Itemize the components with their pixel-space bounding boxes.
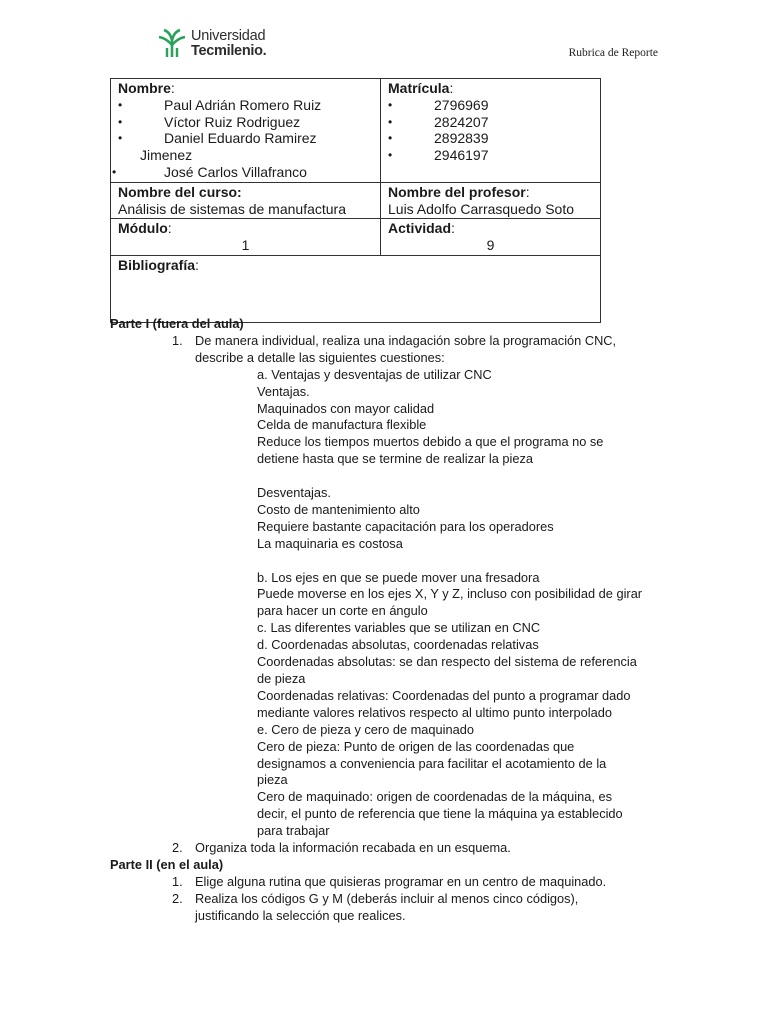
subitem-c-heading: c. Las diferentes variables que se utilizan en CNC	[257, 620, 541, 636]
subitem-d-heading: d. Coordenadas absolutas, coordenadas relativas	[257, 637, 539, 653]
item1-text: De manera individual, realiza una indagación sobre la programación CNC,	[195, 332, 617, 348]
paragraph-line: para hacer un corte en ángulo	[257, 603, 428, 619]
bibliografia-cell: Bibliografía:	[111, 255, 601, 322]
names-list	[118, 97, 373, 181]
actividad-cell: Actividad: 9	[381, 219, 601, 256]
paragraph-line: Coordenadas absolutas: se dan respecto del sistema de referencia	[257, 654, 637, 670]
item2-line	[110, 840, 670, 857]
profesor-label: Nombre del profesor	[388, 183, 526, 200]
paragraph-line: Maquinados con mayor calidad	[257, 400, 435, 416]
item-number: 1.	[172, 873, 183, 889]
paragraph-line: para trabajar	[257, 823, 330, 839]
modulo-label: Módulo	[118, 220, 168, 237]
paragraph-line: detiene hasta que se termine de realizar la pieza	[257, 451, 534, 467]
paragraph-line: pieza	[257, 772, 288, 788]
paragraph-line: Desventajas.	[257, 485, 331, 501]
matricula-item: • 2946197	[388, 147, 593, 164]
paragraph-line: Ventajas.	[257, 383, 310, 399]
leaf-logo-icon	[157, 28, 187, 58]
matricula-item: • 2824207	[388, 114, 593, 131]
names-cell: Nombre: • Paul Adrián Romero Ruiz • Víctor Ruiz Rodriguez • Daniel Eduardo Ramirez Jimenez • José Carlos Villafranco	[111, 79, 381, 183]
paragraph-line: de pieza	[257, 671, 306, 686]
curso-label: Nombre del curso:	[118, 183, 242, 200]
matricula-label: Matrícula	[388, 80, 450, 96]
profesor-value: Luis Adolfo Carrasquedo Soto	[388, 200, 575, 217]
student-info-table	[110, 78, 601, 323]
item2-text: Organiza toda la información recabada en un esquema.	[195, 840, 511, 856]
paragraph-line: Coordenadas relativas: Coordenadas del punto a programar dado	[257, 687, 631, 703]
modulo-cell: Módulo: 1	[111, 219, 381, 256]
paragraph-line: Cero de maquinado: origen de coordenadas de la máquina, es	[257, 789, 613, 805]
document-type-label: Rubrica de Reporte	[568, 47, 658, 59]
paragraph-line: Reduce los tiempos muertos debido a que el programa no se	[257, 434, 604, 450]
subitem-b-heading: b. Los ejes en que se puede mover una fresadora	[257, 569, 540, 585]
item-number: 2.	[172, 890, 183, 906]
item-number: 2.	[172, 840, 183, 856]
item1-line	[110, 333, 670, 350]
subitem-a-heading: a. Ventajas y desventajas de utilizar CNC	[257, 366, 492, 382]
paragraph-line: designamos a conveniencia para facilitar el acotamiento de la	[257, 755, 607, 771]
curso-value: Análisis de sistemas de manufactura	[118, 200, 346, 217]
course-row	[111, 182, 601, 219]
spacer	[110, 553, 670, 570]
actividad-value: 9	[486, 237, 495, 254]
parte2-heading: Parte II (en el aula)	[110, 856, 224, 872]
paragraph-line: Puede moverse en los ejes X, Y y Z, incluso con posibilidad de girar	[257, 586, 643, 602]
student-name: • José Carlos Villafranco	[118, 164, 373, 181]
names-row	[111, 79, 601, 183]
bibliografia-label: Bibliografía	[118, 256, 196, 273]
nombre-label: Nombre	[118, 80, 171, 96]
bibliography-row	[111, 255, 601, 322]
logo-line-tecmilenio: Tecmilenio.	[191, 43, 267, 59]
student-name-continuation	[118, 147, 373, 164]
logo-line-universidad: Universidad	[191, 28, 266, 44]
spacer	[110, 468, 670, 485]
paragraph-line: La maquinaria es costosa	[257, 535, 403, 551]
matricula-item: • 2892839	[388, 130, 593, 147]
profesor-cell: Nombre del profesor: Luis Adolfo Carrasquedo Soto	[381, 182, 601, 219]
p2-item1-text: Elige alguna rutina que quisieras programar en un centro de maquinado.	[195, 873, 607, 889]
modulo-value: 1	[241, 237, 250, 254]
paragraph-line: Celda de manufactura flexible	[257, 417, 427, 433]
document-body	[110, 316, 670, 925]
module-row	[111, 219, 601, 256]
p2-item2-text: Realiza los códigos G y M (deberás incluir al menos cinco códigos),	[195, 890, 579, 906]
parte1-heading: Parte I (fuera del aula)	[110, 316, 244, 331]
paragraph-line: decir, el punto de referencia que tiene la máquina ya establecido	[257, 806, 623, 822]
item-number: 1.	[172, 332, 183, 348]
paragraph-line: mediante valores relativos respecto al ultimo punto interpolado	[257, 704, 612, 720]
paragraph-line: Requiere bastante capacitación para los operadores	[257, 518, 554, 534]
student-name: • Víctor Ruiz Rodriguez	[118, 114, 373, 131]
p2-item2-line	[110, 891, 670, 908]
matricula-item: • 2796969	[388, 97, 593, 114]
paragraph-line: Cero de pieza: Punto de origen de las coordenadas que	[257, 738, 575, 754]
subitem-e-heading: e. Cero de pieza y cero de maquinado	[257, 721, 474, 737]
student-name: • Daniel Eduardo Ramirez	[118, 130, 373, 147]
matricula-cell: Matrícula: • 2796969 • 2824207 • 2892839 • 2946197	[381, 79, 601, 183]
item1-line2: describe a detalle las siguientes cuestiones:	[195, 349, 445, 365]
name-continuation-text: Jimenez	[140, 147, 193, 164]
p2-item2-line2: justificando la selección que realices.	[195, 907, 406, 923]
actividad-label: Actividad	[388, 220, 452, 237]
curso-cell	[111, 182, 381, 219]
p2-item1-line	[110, 874, 670, 891]
university-logo	[157, 26, 277, 60]
paragraph-line: Costo de mantenimiento alto	[257, 501, 420, 517]
matricula-list	[388, 97, 593, 164]
student-name: • Paul Adrián Romero Ruiz	[118, 97, 373, 114]
